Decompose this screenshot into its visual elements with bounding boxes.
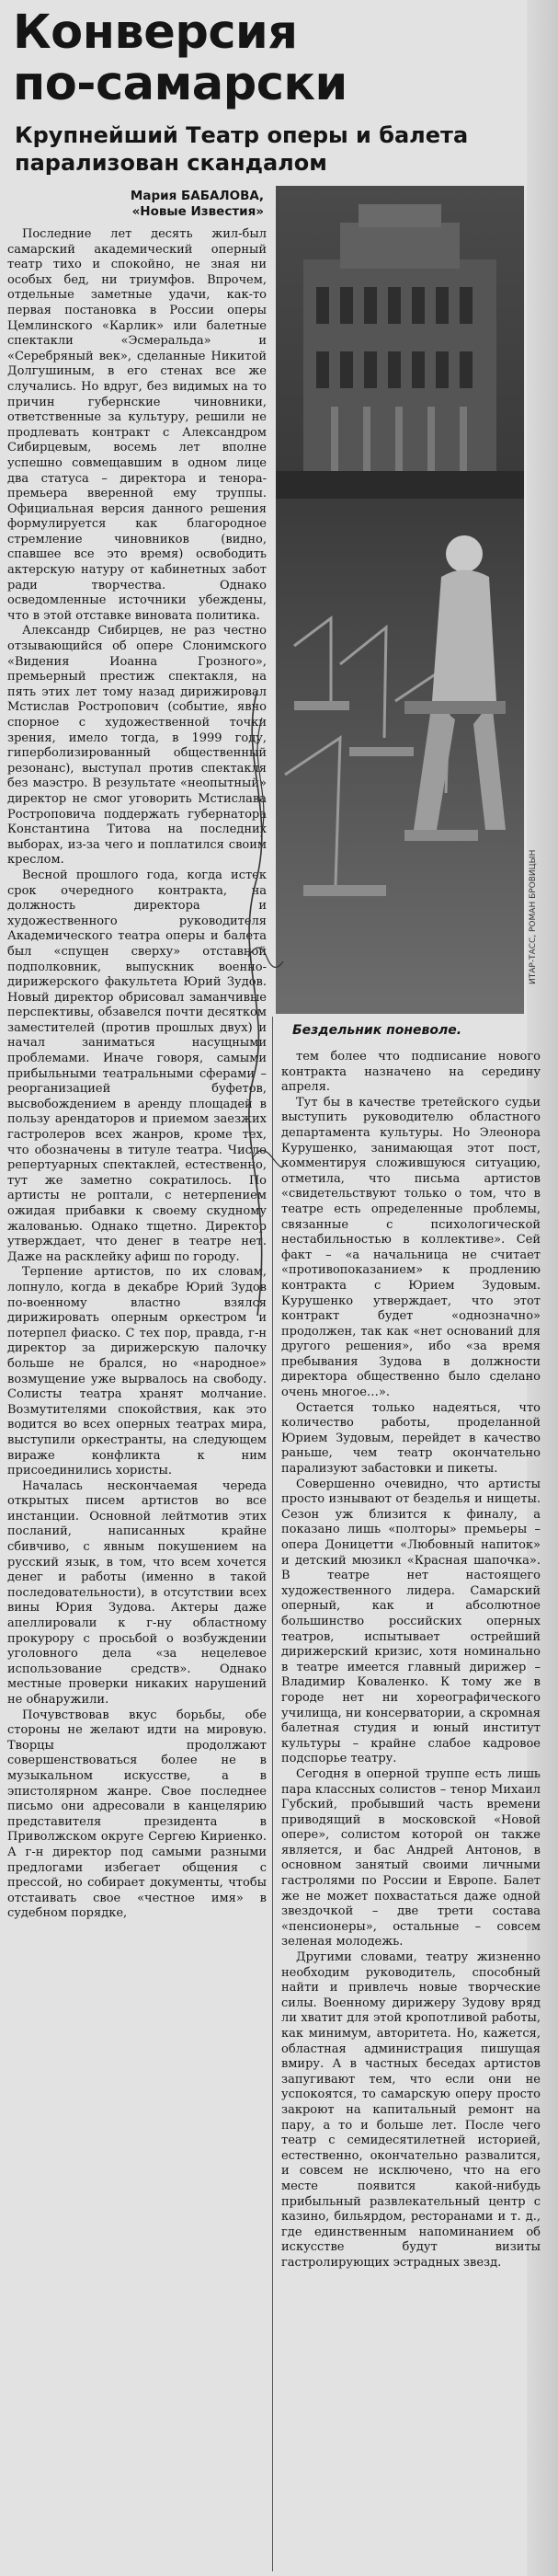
author-name: Мария БАБАЛОВА, <box>130 189 264 203</box>
photo-image <box>276 186 524 1014</box>
photo-credit: ИТАР-ТАСС, РОМАН БРОВИЦЫН <box>529 849 538 984</box>
article-paragraph: Терпение артистов, по их словам, лопнуло, когда в декабре Юрий Зудов по-военному властно взялся дирижировать оперным оркестром и потерпел фиаско. С тех пор, правда, г-н директор за дирижерскую палочку больше не брался, но «народное» возмущение уже вырвалось на свободу. Солисты театра хранят молчание. Возмутителями спокойствия, как это водится во всех оперных театрах мира, выступили оркестранты, на следующем вираже конфликта к ним присоединились хористы. <box>7 1265 267 1478</box>
article-paragraph: Тут бы в качестве третейского судьи выступить руководителю областного департамента культуры. Но Элеонора Курушенко, занимающая этот пост, комментируя сложившуюся ситуацию, отметила, что письма артистов «свидетельствуют только о том, что в театре есть определенные проблемы, связанные с психологической нестабильностью в коллективе». Сей факт – «а начальница не считает «противопоказанием» к продлению контракта с Юрием Зудовым. Курушенко утверждает, что этот контракт будет «однозначно» продолжен, так как «нет оснований для другого решения», ибо «за время пребывания Зудова в должности директора общественно было сделано очень многое…». <box>281 1095 541 1400</box>
article-paragraph: тем более что подписание нового контракта назначено на середину апреля. <box>281 1050 541 1095</box>
outlet-name: «Новые Известия» <box>131 204 264 219</box>
article-paragraph: Последние лет десять жил-был самарский академический оперный театр тихо и спокойно, не зная ни особых бед, ни триумфов. Впрочем, отдельные заметные удачи, как-то первая постановка в России оперы Цемлинского «Карлик» или балетные спектакли «Эсмеральда» и «Серебряный век», сделанные Никитой Долгушиным, в его стенах все же случались. Но вдруг, без видимых на то причин губернские чиновники, ответственные за культуру, решили не продлевать контракт с Александром Сибирцевым, восемь лет вполне успешно совмещавшим в одном лице два статуса – директора и тенора-премьера вверенной ему труппы. Официальная версия данного решения формулируется как благородное стремление чиновников (видно, спавшее все это время) освободить актерскую натуру от кабинетных забот ради творчества. Однако осведомленные источники убеждены, что в этой отставке виновата политика. <box>7 227 267 623</box>
article-paragraph: Весной прошлого года, когда истек срок очередного контракта, на должность директора и художественного руководителя Академического театра оперы и балета был «спущен сверху» отставной подполковник, выпускник военно-дирижерского факультета Юрий Зудов. Новый директор обрисовал заманчивые перспективы, обзавелся почти десятком заместителей (против прошлых двух) и начал заниматься насущными проблемами. Иначе говоря, самыми прибыльными театральными сферами – реорганизацией буфетов, высвобождением в аренду площадей в пользу арендаторов и приемом заезжих гастролеров всех жанров, кроме тех, что обозначены в титуле театра. Число репертуарных спектаклей, естественно, тут же заметно сократилось. По артисты не роптали, с нетерпением ожидая прибавки к своему скудному жалованью. Однако тщетно. Директор утверждает, что денег в театре нет. Даже на расклейку афиш по городу. <box>7 868 267 1264</box>
headline-line-2: по-самарски <box>13 57 347 111</box>
headline <box>13 7 528 110</box>
handwritten-signature <box>221 681 294 1325</box>
article-paragraph: Совершенно очевидно, что артисты просто изнывают от безделья и нищеты. Сезон уж близится к финалу, а показано лишь «полторы» премьеры – опера Доницетти «Любовный напиток» и детский мюзикл «Красная шапочка». В театре нет настоящего художественного лидера. Самарский оперный, как и абсолютное большинство российских оперных театров, испытывает острейший дирижерский кризис, хотя номинально в театре имеется главный дирижер – Владимир Коваленко. К тому же в городе нет ни хореографического училища, ни консерватории, а скромная балетная студия и юный институт культуры – крайне слабое кадровое подспорье театру. <box>281 1477 541 1766</box>
article-paragraph: Сегодня в оперной труппе есть лишь пара классных солистов – тенор Михаил Губский, пробывший часть времени приводящий в московской «Новой опере», солистом которой он также является, и бас Андрей Антонов, в основном занятый своими личными гастролями по России и Европе. Балет же не может похвастаться даже одной звездочкой – две трети состава «пенсионеры», остальные – совсем зеленая молодежь. <box>281 1766 541 1949</box>
headline-line-1: Конверсия <box>13 6 298 60</box>
article-paragraph: Остается только надеяться, что количество работы, проделанной Юрием Зудовым, перейдет в качество раньше, чем театр окончательно парализуют забастовки и пикеты. <box>281 1400 541 1477</box>
article-paragraph: Началась нескончаемая череда открытых писем артистов во все инстанции. Основной лейтмотив этих посланий, написанных крайне сбивчиво, с явным покушением на русский язык, в том, что всем хочется денег и работы (именно в такой последовательности), в отсутствии всех вины Юрия Зудова. Актеры даже апеллировали к г-ну областному прокурору с просьбой о возбуждении уголовного дела «за нецелевое использование средств». Однако местные проверки никаких нарушений не обнаружили. <box>7 1478 267 1707</box>
subhead: Крупнейший Театр оперы и балета парализован скандалом <box>15 122 469 176</box>
article-paragraph: Другими словами, театру жизненно необходим руководитель, способный найти и привлечь новые творческие силы. Военному дирижеру Зудову вряд ли хватит для этой кропотливой работы, как минимум, авторитета. Но, кажется, областная администрация пишущая вмиру. А в частных беседах артистов запугивают тем, что если они не успокоятся, то самарскую оперу просто закроют на капитальный ремонт на пару, а то и больше лет. После чего театр с семидесятилетней историей, естественно, окончательно развалится, и совсем не исключено, что на его месте появится какой-нибудь прибыльный развлекательный центр с казино, бильярдом, ресторанами и т. д., где единственным напоминанием об искусстве будут визиты гастролирующих эстрадных звезд. <box>281 1950 541 2270</box>
article-column-right <box>281 1050 541 2271</box>
article-paragraph: Почувствовав вкус борьбы, обе стороны не желают идти на мировую. Творцы продолжают совершенствоваться более не в музыкальном искусстве, а в эпистолярном жанре. Свое последнее письмо они адресовали в канцелярию представителя президента в Приволжском округе Сергею Кириенко. А г-н директор под самыми разными предлогами избегает общения с прессой, но собирает документы, чтобы отстаивать свое «честное имя» в судебном порядке, <box>7 1708 267 1921</box>
article-paragraph: Александр Сибирцев, не раз честно отзывающийся об опере Слонимского «Видения Иоанна Грозного», премьерный престиж спектакля, на пять этих лет тому назад дирижировал Мстислав Ростропович (событие, явно спорное с художественной точки зрения, имело тогда, в 1999 году, гиперболизированный общественный резонанс), выступал против спектакля без маэстро. В результате «неопытный» директор не смог уговорить Мстислава Ростроповича поддержать губернатора Константина Титова на последних выборах, из-за чего и поплатился своим креслом. <box>7 624 267 868</box>
byline <box>37 189 264 220</box>
photo-caption: Бездельник поневоле. <box>292 1023 462 1038</box>
article-photo <box>276 186 524 1014</box>
